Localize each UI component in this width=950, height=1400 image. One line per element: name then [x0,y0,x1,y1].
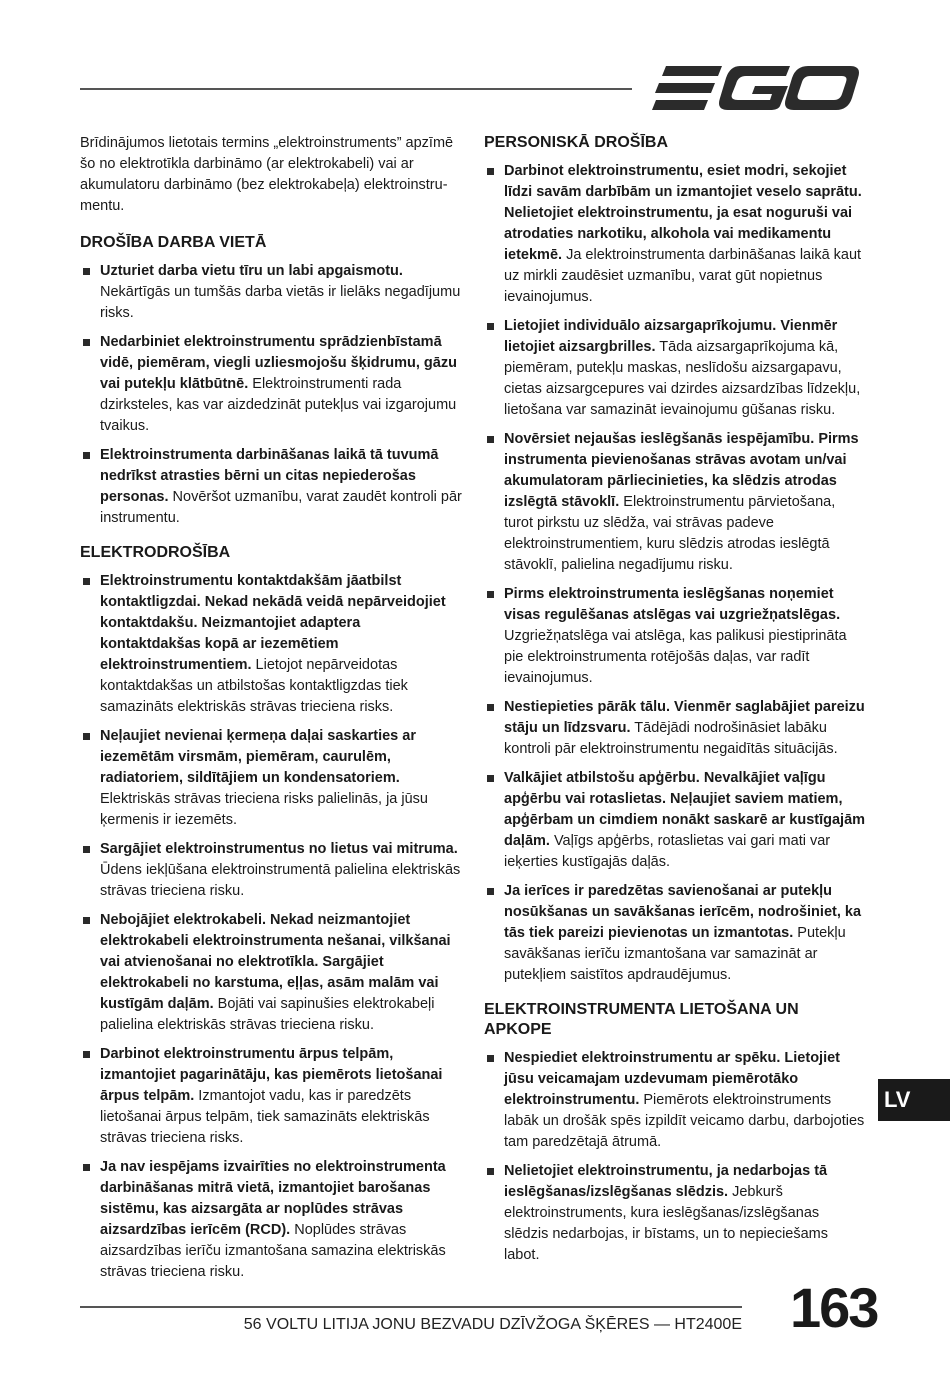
list-item: Nelietojiet elektroinstrumentu, ja nedarbojas tā ieslēgšanas/izslēgšanas slēdzis. Jebkurš elektroinstruments, kura ieslēgšanas/izslēgšanas slēdzis nedarbojas, ir bīstams, un to nepieciešams labot. [484,1161,866,1266]
list-item: Nestiepieties pārāk tālu. Vienmēr saglabājiet pareizu stāju un līdzsvaru. Tādējādi nodrošināsiet labāku kontroli pār elektroinstrumentu negaidītās situācijās. [484,697,866,760]
list-item: Neļaujiet nevienai ķermeņa daļai saskarties ar iezemētām virsmām, piemēram, caurulēm, radiatoriem, sildītājiem un kondensatoriem. Elektriskās strāvas trieciena risks palielinās, ja jūsu ķermenis ir iezemēts. [80,726,462,831]
list-item: Pirms elektroinstrumenta ieslēgšanas noņemiet visas regulēšanas atslēgas vai uzgriežņatslēgas. Uzgriežņatslēga vai atslēga, kas palikusi piestiprināta pie elektroinstrumenta rotējošās daļas, var radīt ievainojumus. [484,584,866,689]
list-item: Darbinot elektroinstrumentu ārpus telpām, izmantojiet pagarinātāju, kas piemērots lietošanai ārpus telpām. Izmantojot vadu, kas ir paredzēts lietošanai ārpus telpām, tiek samazināts elektriskās strāvas trieciena risks. [80,1044,462,1149]
electrical-list [80,571,462,1283]
list-item: Nebojājiet elektrokabeli. Nekad neizmantojiet elektrokabeli elektroinstrumenta nešanai, vilkšanai vai atvienošanai no elektrotīkla. Sargājiet elektrokabeli no karstuma, eļļas, asām malām vai kustīgām daļām. Bojāti vai sapinušies elektrokabeļi palielina elektriskās strāvas trieciena risku. [80,910,462,1036]
footer-title: 56 VOLTU LITIJA JONU BEZVADU DZĪVŽOGA ŠĶĒRES — HT2400E [243,1316,742,1333]
left-column [80,133,462,1297]
header-rule [80,88,632,90]
right-column [484,133,866,1280]
section-heading-tool-use: ELEKTROINSTRUMENTA LIETOŠANA UN APKOPE [484,1001,799,1038]
section-heading-personal: PERSONISKĀ DROŠĪBA [484,134,669,151]
list-item: Nespiediet elektroinstrumentu ar spēku. Lietojiet jūsu veicamajam uzdevumam piemērotāko elektroinstrumentu. Piemērots elektroinstruments labāk un drošāk spēs izpildīt veicamo darbu, darbojoties tam paredzētajā ātrumā. [484,1048,866,1153]
list-item: Valkājiet atbilstošu apģērbu. Nevalkājiet vaļīgu apģērbu vai rotaslietas. Neļaujiet saviem matiem, apģērbam un cimdiem nonākt saskarē ar kustīgajām daļām. Vaļīgs apģērbs, rotaslietas vai gari mati var ieķerties kustīgajās daļās. [484,768,866,873]
ego-logo [652,64,860,117]
list-item: Darbinot elektroinstrumentu, esiet modri, sekojiet līdzi savām darbībām un izmantojiet veselo saprātu. Nelietojiet elektroinstrumentu, ja esat noguruši vai atrodaties narkotiku, alkohola vai medikamentu ietekmē. Ja elektroinstrumenta darbināšanas laikā kaut uz mirkli zaudēsiet uzmanību, varat gūt nopietnus ievainojumus. [484,161,866,308]
list-item: Elektroinstrumenta darbināšanas laikā tā tuvumā nedrīkst atrasties bērni un citas nepiederošas personas. Novēršot uzmanību, varat zaudēt kontroli pār instrumentu. [80,445,462,529]
section-heading-work-area: DROŠĪBA DARBA VIETĀ [80,234,267,251]
list-item: Uzturiet darba vietu tīru un labi apgaismotu. Nekārtīgās un tumšās darba vietās ir lielāks negadījumu risks. [80,261,462,324]
ego-logo-graphic [652,64,860,112]
list-item: Novērsiet nejaušas ieslēgšanās iespējamību. Pirms instrumenta pievienošanas strāvas avotam un/vai akumulatoram pārliecinieties, ka slēdzis atrodas izslēgtā stāvoklī. Elektroinstrumentu pārvietošana, turot pirkstu uz slēdža, vai strāvas padeve elektroinstrumentiem, kuru slēdzis atrodas ieslēgtā stāvoklī, palielina negadījumu risku. [484,429,866,576]
section-heading-electrical: ELEKTRODROŠĪBA [80,544,231,561]
list-item: Ja ierīces ir paredzētas savienošanai ar putekļu nosūkšanas un savākšanas ierīcēm, nodrošiniet, ka tās tiek pareizi pievienotas un izmantotas. Putekļu savākšanas ierīču izmantošana var samazināt ar putekļiem saistītos apdraudējumus. [484,881,866,986]
personal-list [484,161,866,986]
list-item: Sargājiet elektroinstrumentus no lietus vai mitruma. Ūdens iekļūšana elektroinstrumentā palielina elektriskās strāvas trieciena risku. [80,839,462,902]
language-tab: LV [878,1079,950,1121]
list-item: Elektroinstrumentu kontaktdakšām jāatbilst kontaktligzdai. Nekad nekādā veidā nepārveidojiet kontaktdakšu. Neizmantojiet adaptera kontaktdakšas kopā ar iezemētiem elektroinstrumentiem. Lietojot nepārveidotas kontaktdakšas un atbilstošas kontaktligzdas tiek samazināts elektriskās strāvas trieciena risks. [80,571,462,718]
tool-use-list [484,1048,866,1266]
list-item: Ja nav iespējams izvairīties no elektroinstrumenta darbināšanas mitrā vietā, izmantojiet barošanas sistēmu, kas aizsargāta ar noplūdes strāvas aizsardzības ierīcēm (RCD). Noplūdes strāvas aizsardzības ierīču izmantošana samazina elektriskās strāvas trieciena risku. [80,1157,462,1283]
work-area-list [80,261,462,529]
list-item: Nedarbiniet elektroinstrumentu sprādzienbīstamā vidē, piemēram, viegli uzliesmojošu šķidrumu, gāzu vai putekļu klātbūtnē. Elektroinstrumenti rada dzirksteles, kas var aizdedzināt putekļus vai izgarojumu tvaikus. [80,332,462,437]
intro-paragraph: Brīdinājumos lietotais termins „elektroinstruments” apzīmē šo no elektrotīkla darbināmo (ar elektrokabeli) vai ar akumulatoru darbināmo (bez elektrokabeļa) elektroinstrumentu. [80,135,454,214]
footer-rule [80,1306,742,1308]
page-number: 163 [790,1276,878,1339]
list-item: Lietojiet individuālo aizsargaprīkojumu. Vienmēr lietojiet aizsargbrilles. Tāda aizsargaprīkojuma kā, piemēram, putekļu maskas, neslīdošu aizsargapavu, cietas aizsargcepures vai dzirdes aizsardzības līdzekļu, lietošana var samazināt ievainojumu gūšanas risku. [484,316,866,421]
